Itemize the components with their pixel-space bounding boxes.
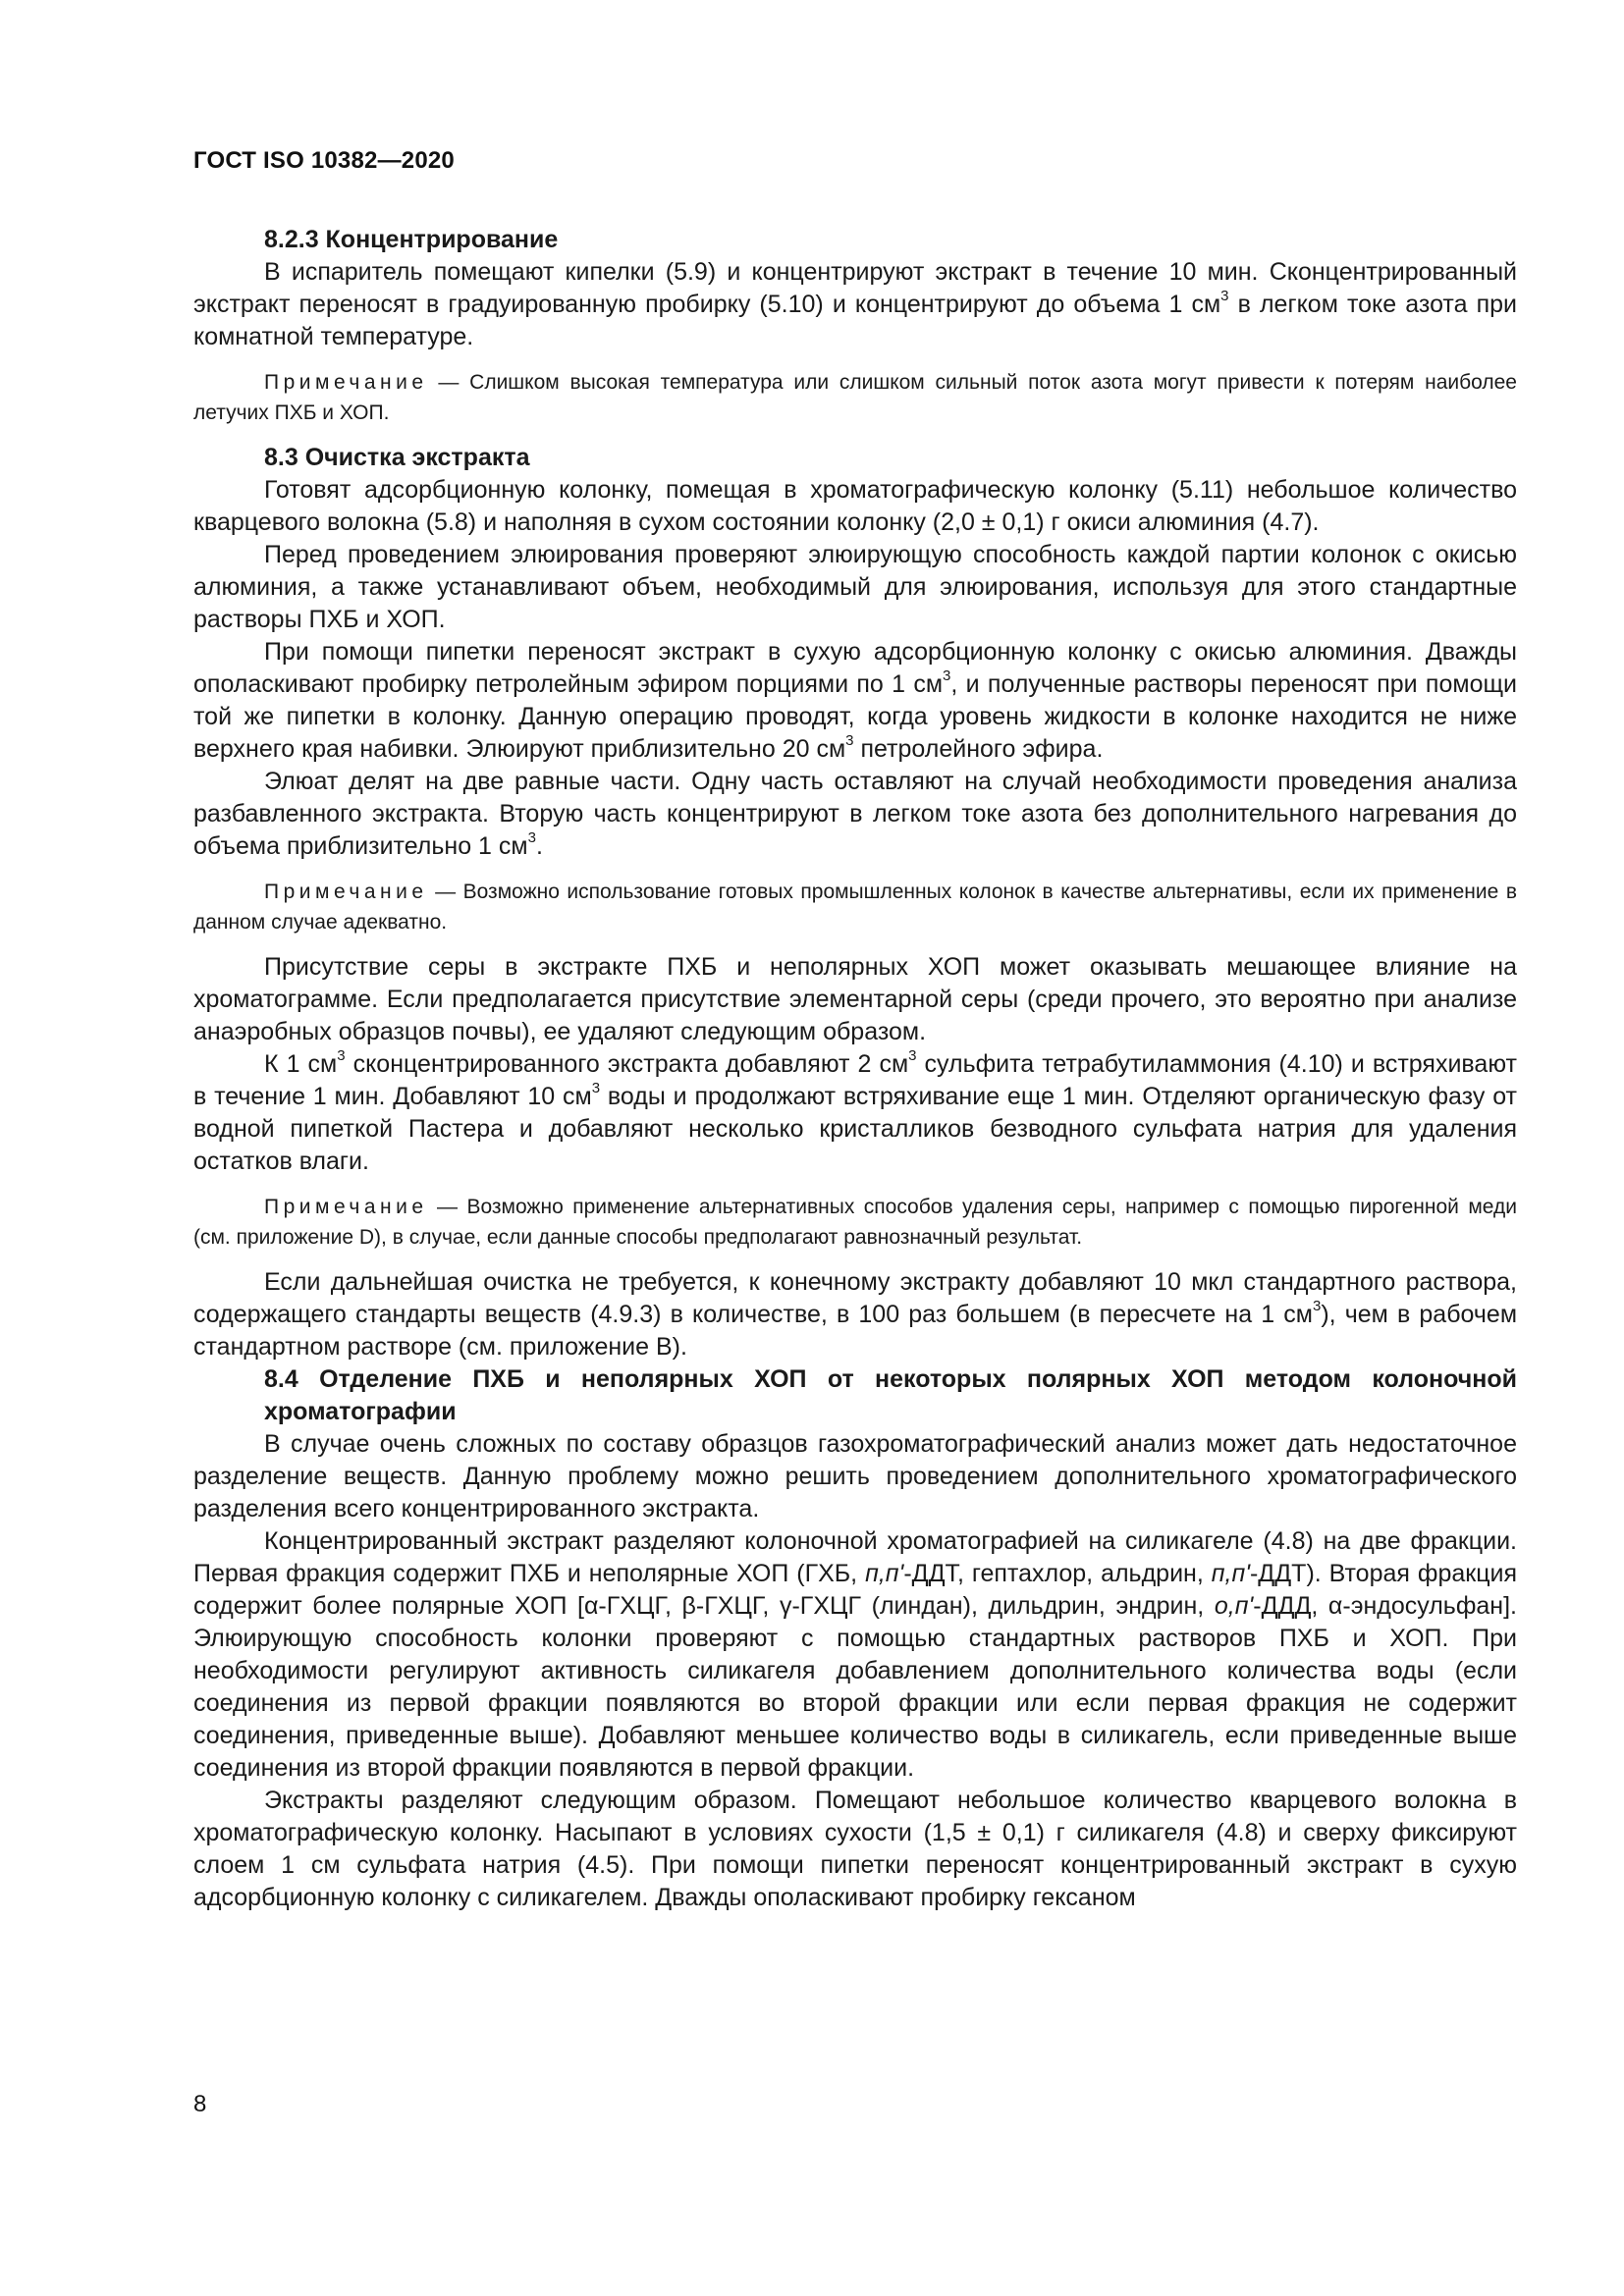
paragraph: В испаритель помещают кипелки (5.9) и концентрируют экстракт в течение 10 мин. Сконцентрированный экстракт переносят в градуированную пробирку (5.10) и концентрируют до объема 1 $см^3$ в легком токе азота при комнатной температуре. [193, 258, 1517, 350]
page-number: 8 [193, 2091, 207, 2117]
paragraph: Элюат делят на две равные части. Одну часть оставляют на случай необходимости проведения анализа разбавленного экстракта. Вторую часть концентрируют в легком токе азота без дополнительного нагревания до объема приблизительно 1 $см^3$. [193, 768, 1517, 860]
document-header: ГОСТ ISO 10382—2020 [193, 147, 455, 174]
note: Примечание — Слишком высокая температура или слишком сильный поток азота могут привести к потерям наиболее летучих ПХБ и ХОП. [193, 371, 1517, 424]
paragraph: Готовят адсорбционную колонку, помещая в хроматографическую колонку (5.11) небольшое количество кварцевого волокна (5.8) и наполняя в сухом состоянии колонку (2,0 ± 0,1) г окиси алюминия (4.7). [193, 476, 1517, 536]
note: Примечание — Возможно использование готовых промышленных колонок в качестве альтернативы, если их применение в данном случае адекватно. [193, 881, 1517, 934]
paragraph: Перед проведением элюирования проверяют элюирующую способность каждой партии колонок с окисью алюминия, а также устанавливают объем, необходимый для элюирования, используя для этого стандартные растворы ПХБ и ХОП. [193, 541, 1517, 633]
paragraph: В случае очень сложных по составу образцов газохроматографический анализ может дать недостаточное разделение веществ. Данную проблему можно решить проведением дополнительного хроматографического разделения всего концентрированного экстракта. [193, 1430, 1517, 1522]
paragraph: К 1 $см^3$ сконцентрированного экстракта добавляют 2 $см^3$ сульфита тетрабутиламмония (4.10) и встряхивают в течение 1 мин. Добавляют 10 $см^3$ воды и продолжают встряхивание еще 1 мин. Отделяют органическую фазу от водной пипеткой Пастера и добавляют несколько кристалликов безводного сульфата натрия для удаления остатков влаги. [193, 1046, 1517, 1175]
paragraph: Если дальнейшая очистка не требуется, к конечному экстракту добавляют 10 мкл стандартного раствора, содержащего стандарты веществ (4.9.3) в количестве, в 100 раз большем (в пересчете на 1 $см^3$), чем в рабочем стандартном растворе (см. приложение B). [193, 1268, 1518, 1361]
note: Примечание — Возможно применение альтернативных способов удаления серы, например с помощью пирогенной меди (см. приложение D), в случае, если данные способы предполагают равнозначный результат. [193, 1196, 1517, 1249]
paragraph: Концентрированный экстракт разделяют колоночной хроматографией на силикагеле (4.8) на две фракции. Первая фракция содержит ПХБ и неполярные ХОП (ГХБ, п,п'-ДДТ, гептахлор, альдрин, п,п'-ДДТ). Вторая фракция содержит более полярные ХОП [α-ГХЦГ, β-ГХЦГ, γ-ГХЦГ (линдан), дильдрин, эндрин, о,п'-ДДД, α-эндосульфан]. Элюирующую способность колонки проверяют с помощью стандартных растворов ПХБ и ХОП. При необходимости регулируют активность силикагеля добавлением дополнительного количества воды (если соединения из первой фракции появляются во второй фракции или если первая фракция не содержит соединения, приведенные выше). Добавляют меньшее количество воды в силикагель, если приведенные выше соединения из второй фракции появляются в первой фракции. [193, 1527, 1518, 1782]
document-body [193, 224, 1517, 1914]
note-label: Примечание [264, 881, 428, 903]
section-heading-8-4: 8.4 Отделение ПХБ и неполярных ХОП от некоторых полярных ХОП методом колоночной хроматографии [264, 1365, 1517, 1425]
paragraph: Присутствие серы в экстракте ПХБ и неполярных ХОП может оказывать мешающее влияние на хроматограмме. Если предполагается присутствие элементарной серы (среди прочего, это вероятно при анализе анаэробных образцов почвы), ее удаляют следующим образом. [193, 953, 1517, 1045]
note-label: Примечание [264, 1196, 428, 1218]
note-label: Примечание [264, 371, 428, 394]
section-heading-8-3: 8.3 Очистка экстракта [264, 444, 530, 471]
section-heading-8-2-3: 8.2.3 Концентрирование [264, 226, 559, 253]
paragraph: При помощи пипетки переносят экстракт в сухую адсорбционную колонку с окисью алюминия. Дважды ополаскивают пробирку петролейным эфиром порциями по 1 $см^3$, и полученные растворы переносят при помощи той же пипетки в колонку. Данную операцию проводят, когда уровень жидкости в колонке находится не ниже верхнего края набивки. Элюируют приблизительно 20 $см^3$ петролейного эфира. [193, 638, 1518, 763]
paragraph: Экстракты разделяют следующим образом. Помещают небольшое количество кварцевого волокна в хроматографическую колонку. Насыпают в условиях сухости (1,5 ± 0,1) г силикагеля (4.8) и сверху фиксируют слоем 1 см сульфата натрия (4.5). При помощи пипетки переносят концентрированный экстракт в сухую адсорбционную колонку с силикагелем. Дважды ополаскивают пробирку гексаном [193, 1787, 1517, 1911]
